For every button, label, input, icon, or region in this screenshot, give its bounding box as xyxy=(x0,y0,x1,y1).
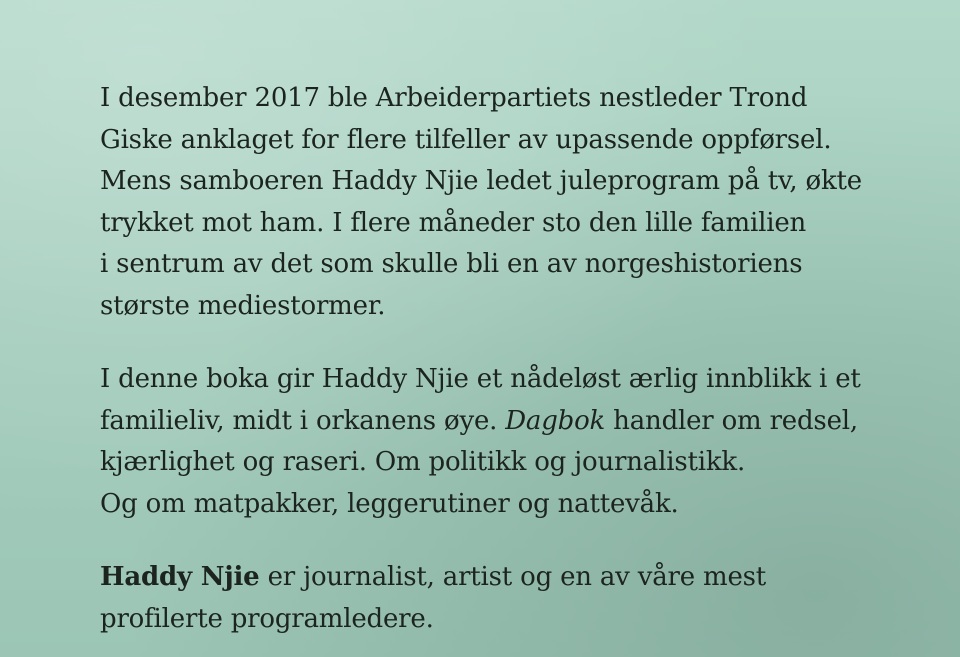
author-bio-paragraph xyxy=(100,557,940,640)
text-segment: handler om redsel, xyxy=(605,405,858,436)
text-line: Mens samboeren Haddy Njie ledet juleprogram på tv, økte xyxy=(100,166,862,196)
text-line: I desember 2017 ble Arbeiderpartiets nestleder Trond xyxy=(100,83,808,113)
text-line xyxy=(100,401,940,443)
blurb-text-block xyxy=(100,78,940,640)
text-line: Giske anklaget for flere tilfeller av upassende oppførsel. xyxy=(100,124,832,155)
text-line: i sentrum av det som skulle bli en av norgeshistoriens xyxy=(100,249,803,279)
text-line: profilerte programledere. xyxy=(100,603,434,634)
text-line: kjærlighet og raseri. Om politikk og journalistikk. xyxy=(100,447,746,477)
blurb-paragraph-book xyxy=(100,359,940,525)
text-segment: familieliv, midt i orkanens øye. xyxy=(100,405,506,436)
text-line: største mediestormer. xyxy=(100,290,386,321)
text-line: trykket mot ham. I flere måneder sto den lille familien xyxy=(100,207,807,238)
text-line: Og om matpakker, leggerutiner og nattevåk. xyxy=(100,488,679,519)
author-name-bold: Haddy Njie xyxy=(100,562,260,592)
paragraph-spacer xyxy=(100,327,940,359)
book-title-italic: Dagbok xyxy=(505,405,606,436)
text-segment: er journalist, artist og en av våre mest xyxy=(259,562,767,592)
text-line: I denne boka gir Haddy Njie et nådeløst ærlig innblikk i et xyxy=(100,364,861,394)
blurb-paragraph-intro xyxy=(100,78,940,327)
text-line xyxy=(100,557,940,599)
paragraph-spacer xyxy=(100,525,940,557)
